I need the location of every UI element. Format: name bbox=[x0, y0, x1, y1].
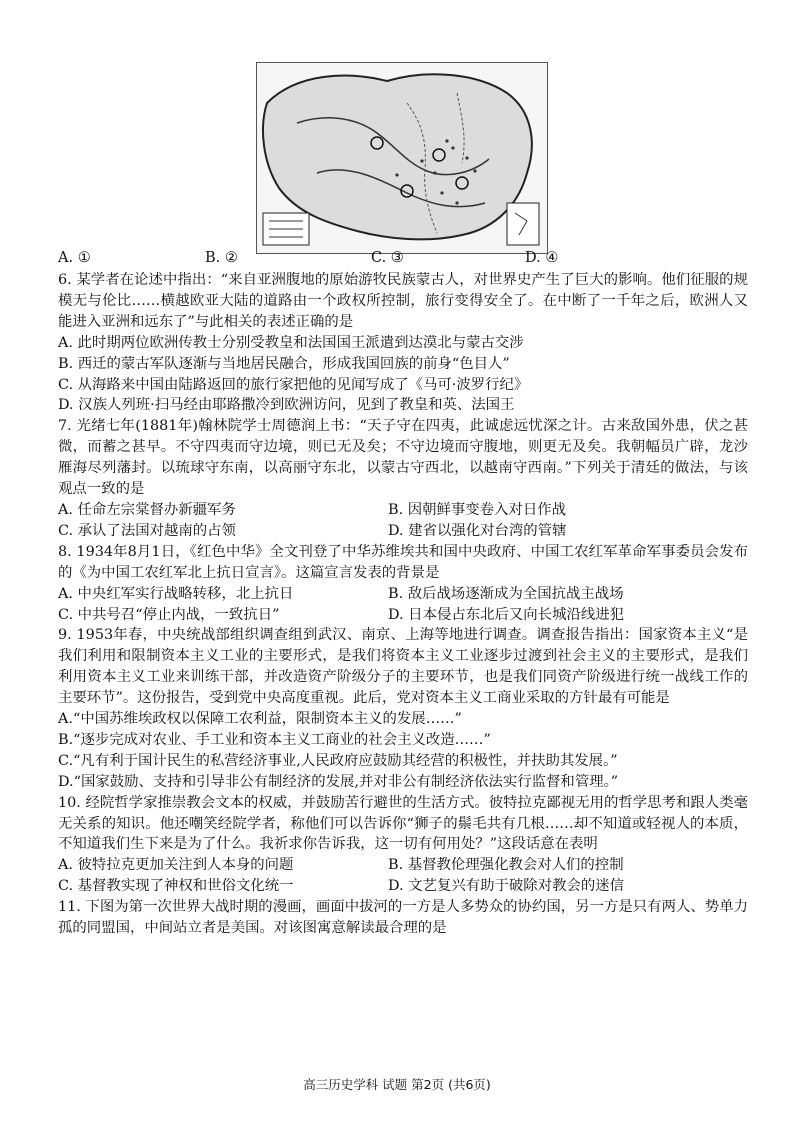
question-7-option-a: A. 任命左宗棠督办新疆军务 bbox=[58, 501, 236, 518]
question-11-stem: 11. 下图为第一次世界大战时期的漫画，画面中拔河的一方是人多势众的协约国，另一方是只有两人、势单力孤的同盟国，中间站立者是美国。对该图寓意解读最合理的是 bbox=[58, 899, 748, 937]
page-footer: 高三历史学科 试题 第2页 (共6页) bbox=[303, 1077, 491, 1092]
question-9-option-a: A.“中国苏维埃政权以保障工农利益，限制资本主义的发展……” bbox=[58, 711, 462, 728]
question-9-option-b: B.“逐步完成对农业、手工业和资本主义工商业的社会主义改造……” bbox=[58, 731, 491, 748]
option-d: D. ④ bbox=[525, 250, 559, 266]
question-7-stem: 7. 光绪七年(1881年)翰林院学士周德润上书：“天子守在四夷，此诚虑远忧深之计。古来敌国外患，伏之甚微，而蓄之甚早。不守四夷而守边境，则已无及矣；不守边境而守腹地，则更无及矣。我朝幅员广辟，龙沙雁海尽列藩封。以琉球守东南，以高丽守东北，以蒙古守西北，以越南守西南。”下列关于清廷的做法，与该观点一致的是 bbox=[58, 418, 748, 498]
question-8-option-b: B. 敌后战场逐渐成为全国抗战主战场 bbox=[388, 585, 624, 602]
question-8-option-d: D. 日本侵占东北后又向长城沿线进犯 bbox=[388, 606, 625, 623]
question-6-option-b: B. 西迁的蒙古军队逐渐与当地居民融合，形成我国回族的前身“色目人” bbox=[58, 355, 510, 372]
question-10-option-d: D. 文艺复兴有助于破除对教会的迷信 bbox=[388, 878, 625, 895]
question-10-option-a: A. 彼特拉克更加关注到人本身的问题 bbox=[58, 857, 294, 874]
question-10-options-row1 bbox=[58, 855, 748, 876]
question-7-option-c: C. 承认了法国对越南的占领 bbox=[58, 522, 236, 539]
question-6-option-c: C. 从海路来中国由陆路返回的旅行家把他的见闻写成了《马可·波罗行纪》 bbox=[58, 376, 529, 393]
questions-body bbox=[58, 270, 748, 939]
option-b: B. ② bbox=[205, 250, 238, 266]
question-6-stem: 6. 某学者在论述中指出：“来自亚洲腹地的原始游牧民族蒙古人，对世界史产生了巨大的影响。他们征服的规模无与伦比……横越欧亚大陆的道路由一个政权所控制，旅行变得安全了。在中断了一千年之后，欧洲人又能进入亚洲和远东了”与此相关的表述正确的是 bbox=[58, 272, 748, 330]
question-9-option-c: C.“凡有利于国计民生的私营经济事业,人民政府应鼓励其经营的积极性，并扶助其发展。” bbox=[58, 752, 618, 769]
question-8-option-a: A. 中央红军实行战略转移，北上抗日 bbox=[58, 585, 294, 602]
question-8-stem: 8. 1934年8月1日，《红色中华》全文刊登了中华苏维埃共和国中央政府、中国工农红军革命军事委员会发布的《为中国工农红军北上抗日宣言》。这篇宣言发表的背景是 bbox=[58, 543, 748, 581]
question-8-options-row1 bbox=[58, 584, 748, 605]
question-8-option-c: C. 中共号召“停止内战，一致抗日” bbox=[58, 606, 280, 623]
map-illustration-icon bbox=[257, 63, 547, 253]
question-7-option-d: D. 建省以强化对台湾的管辖 bbox=[388, 522, 567, 539]
question-10-stem: 10. 经院哲学家推崇教会文本的权威，并鼓励苦行避世的生活方式。彼特拉克鄙视无用的哲学思考和跟人类毫无关系的知识。他还嘲笑经院学者，称他们可以告诉你“狮子的鬃毛共有几根……却不知道或轻视人的本质，不知道我们生下来是为了什么。我祈求你告诉我，这一切有何用处？”这段话意在表明 bbox=[58, 794, 748, 853]
question-7-option-b: B. 因朝鲜事变卷入对日作战 bbox=[388, 501, 567, 518]
option-c: C. ③ bbox=[371, 250, 404, 266]
question-10-option-b: B. 基督教伦理强化教会对人们的控制 bbox=[388, 857, 624, 874]
question-9-stem: 9. 1953年春，中央统战部组织调查组到武汉、南京、上海等地进行调查。调查报告指出：国家资本主义“是我们利用和限制资本主义工业的主要形式，是我们将资本主义工业逐步过渡到社会主义的主要形式，是我们利用资本主义工业来训练干部，并改造资产阶级分子的主要环节，也是我们同资产阶级进行统一战线工作的主要环节”。这份报告，受到党中央高度重视。此后，党对资本主义工商业采取的方针最有可能是 bbox=[58, 627, 748, 707]
map-question-options bbox=[58, 250, 758, 268]
question-6-option-d: D. 汉族人列班·扫马经由耶路撒冷到欧洲访问，见到了教皇和英、法国王 bbox=[58, 397, 515, 414]
option-a: A. ① bbox=[58, 250, 91, 266]
historical-map-figure bbox=[256, 62, 548, 254]
question-6-option-a: A. 此时期两位欧洲传教士分别受教皇和法国国王派遣到达漠北与蒙古交涉 bbox=[58, 334, 524, 351]
question-7-options-row1 bbox=[58, 500, 748, 521]
question-7-options-row2 bbox=[58, 521, 748, 542]
question-10-options-row2 bbox=[58, 876, 748, 897]
question-8-options-row2 bbox=[58, 605, 748, 626]
question-10-option-c: C. 基督教实现了神权和世俗文化统一 bbox=[58, 878, 294, 895]
question-9-option-d: D.“国家鼓励、支持和引导非公有制经济的发展,并对非公有制经济依法实行监督和管理。” bbox=[58, 773, 619, 790]
